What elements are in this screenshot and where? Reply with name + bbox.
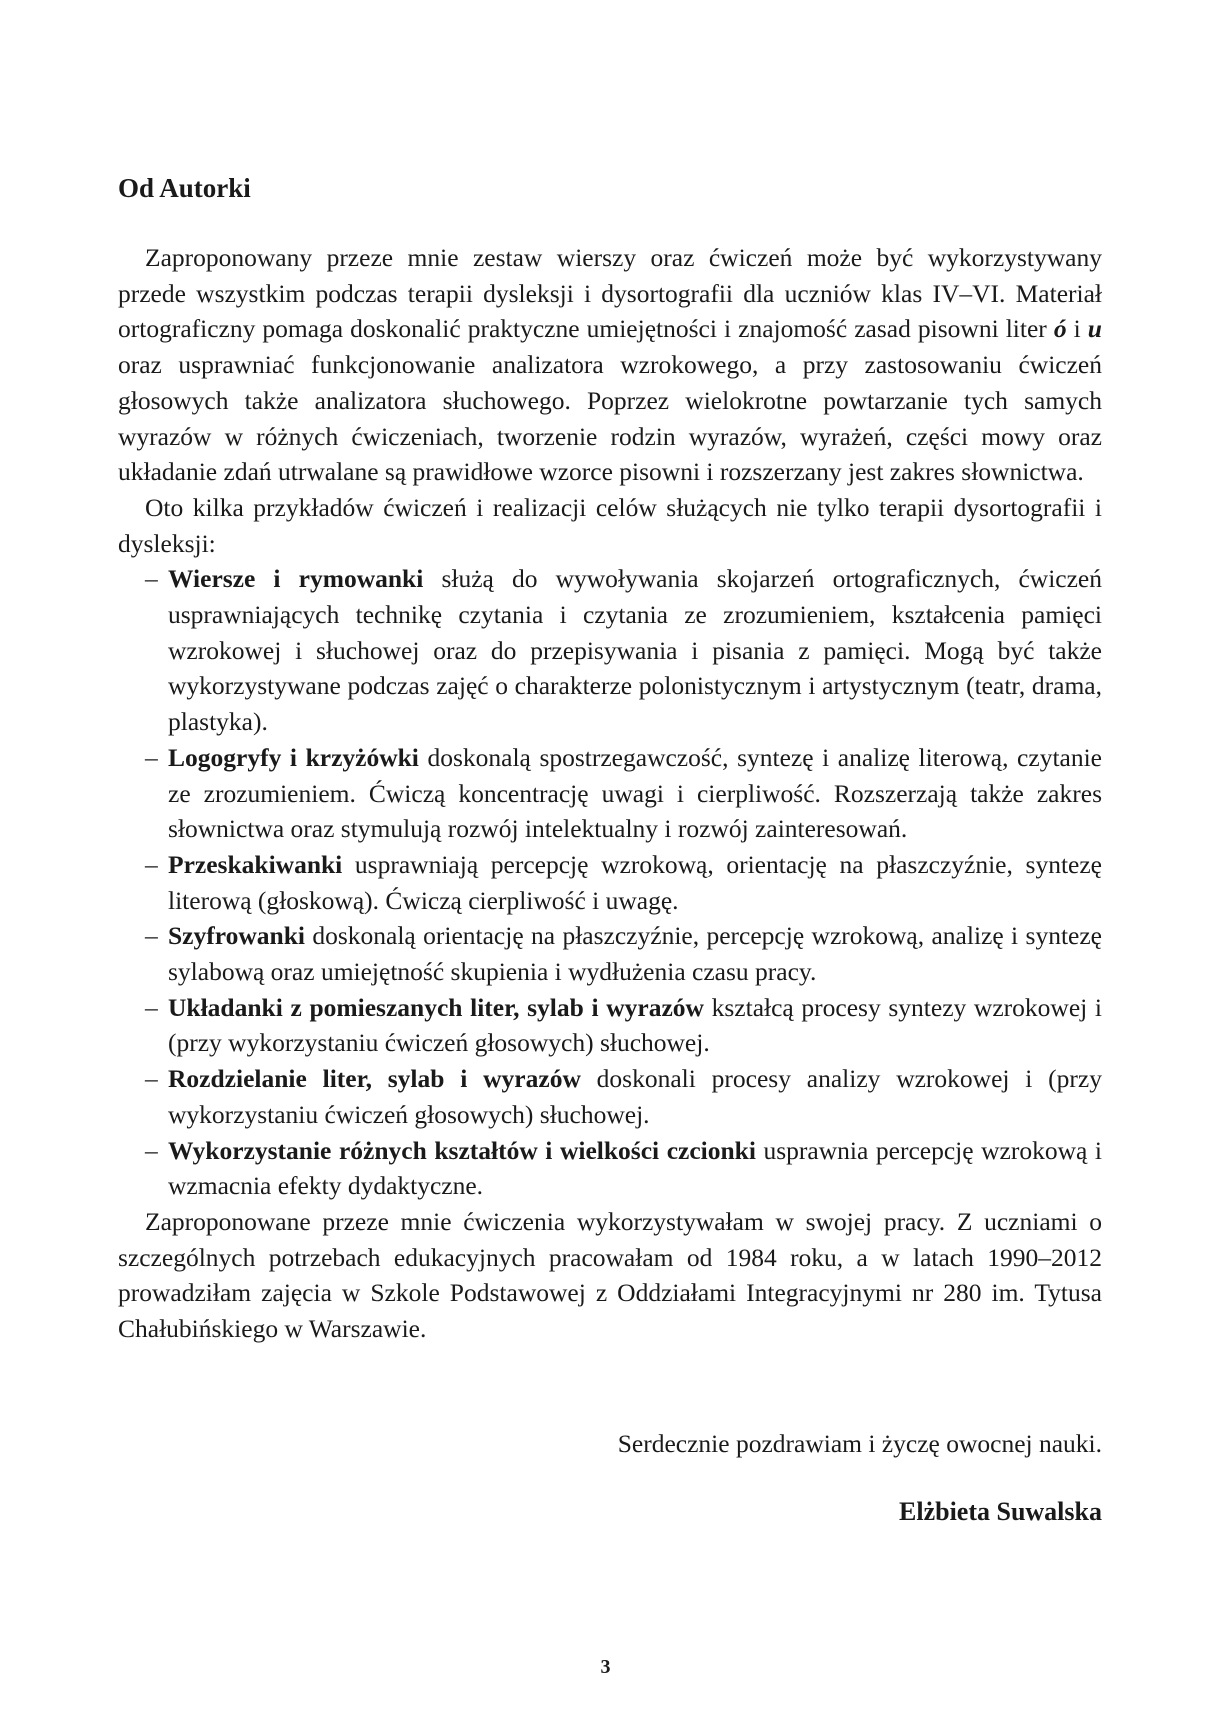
list-item-term: Rozdzielanie liter, sylab i wyrazów (168, 1064, 581, 1094)
intro-text-part2: i (1066, 314, 1088, 344)
list-item-description: służą do wywoływania skojarzeń ortograficznych, ćwiczeń usprawniających technikę czytania i czytania ze zrozumieniem, kształcenia pamięci wzrokowej i słuchowej oraz do przepisywania i pisania z pamięci. Mogą być także wykorzystywane podczas zajęć o charakterze polonistycznym i artystycznym (teatr, drama, plastyka). (168, 564, 1102, 737)
list-item-term: Logogryfy i krzyżówki (168, 742, 419, 772)
list-item-description: usprawnia percepcję wzrokową i wzmacnia efekty dydaktyczne. (168, 1135, 1102, 1201)
letter-u: u (1087, 314, 1102, 344)
list-item (118, 561, 1102, 740)
closing-greeting: Serdecznie pozdrawiam i życzę owocnej nauki. (617, 1429, 1102, 1458)
list-item-description: doskonalą orientację na płaszczyźnie, percepcję wzrokową, analizę i syntezę sylabową oraz umiejętność skupienia i wydłużenia czasu pracy. (168, 921, 1102, 987)
section-heading: Od Autorki (118, 173, 251, 203)
list-item (118, 990, 1102, 1061)
list-dash: – (145, 564, 158, 594)
list-item-term: Wykorzystanie różnych kształtów i wielkości czcionki (168, 1135, 756, 1165)
examples-intro-paragraph: Oto kilka przykładów ćwiczeń i realizacji celów służących nie tylko terapii dysortografii i dysleksji: (118, 492, 1102, 558)
list-item-description: kształcą procesy syntezy wzrokowej i (przy wykorzystaniu ćwiczeń głosowych) słuchowej. (168, 992, 1102, 1058)
list-dash: – (145, 992, 158, 1022)
list-dash: – (145, 921, 158, 951)
list-item-term: Przeskakiwanki (168, 849, 343, 879)
list-dash: – (145, 1135, 158, 1165)
author-signature: Elżbieta Suwalska (899, 1497, 1102, 1526)
list-dash: – (145, 742, 158, 772)
list-item (118, 918, 1102, 989)
list-item-description: doskonalą spostrzegawczość, syntezę i analizę literową, czytanie ze zrozumieniem. Ćwiczą koncentrację uwagi i cierpliwość. Rozszerzają także zakres słownictwa oraz stymulują rozwój intelektualny i rozwój zainteresowań. (168, 742, 1102, 844)
page-content (118, 170, 1102, 1347)
page-number: 3 (600, 1656, 611, 1678)
list-dash: – (145, 1064, 158, 1094)
list-item-term: Układanki z pomieszanych liter, sylab i wyrazów (168, 992, 704, 1022)
list-item (118, 740, 1102, 847)
list-item-term: Szyfrowanki (168, 921, 305, 951)
list-dash: – (145, 849, 158, 879)
list-item (118, 1061, 1102, 1132)
outro-paragraph: Zaproponowane przeze mnie ćwiczenia wykorzystywałam w swojej pracy. Z uczniami o szczególnych potrzebach edukacyjnych pracowałam od 1984 roku, a w latach 1990–2012 prowadziłam zajęcia w Szkole Podstawowej z Oddziałami Integracyjnymi nr 280 im. Tytusa Chałubińskiego w Warszawie. (118, 1206, 1102, 1344)
exercise-list (118, 561, 1102, 1204)
list-item (118, 847, 1102, 918)
list-item-description: usprawniają percepcję wzrokową, orientację na płaszczyźnie, syntezę literową (głoskową). Ćwiczą cierpliwość i uwagę. (168, 849, 1102, 915)
intro-text-part3: oraz usprawniać funkcjonowanie analizatora wzrokowego, a przy zastosowaniu ćwiczeń głosowych także analizatora słuchowego. Poprzez wielokrotne powtarzanie tych samych wyrazów w różnych ćwiczeniach, tworzenie rodzin wyrazów, wyrażeń, części mowy oraz układanie zdań utrwalane są prawidłowe wzorce pisowni i rozszerzany jest zakres słownictwa. (118, 350, 1102, 487)
letter-o-kreskowane: ó (1053, 314, 1067, 344)
list-item (118, 1133, 1102, 1204)
intro-paragraph (118, 240, 1102, 490)
intro-text-part1: Zaproponowany przeze mnie zestaw wierszy oraz ćwiczeń może być wykorzystywany przede wszystkim podczas terapii dysleksji i dysortografii dla uczniów klas IV–VI. Materiał ortograficzny pomaga doskonalić praktyczne umiejętności i znajomość zasad pisowni liter (118, 243, 1102, 344)
list-item-term: Wiersze i rymowanki (168, 564, 424, 594)
list-item-description: doskonali procesy analizy wzrokowej i (przy wykorzystaniu ćwiczeń głosowych) słuchowej. (168, 1064, 1102, 1129)
